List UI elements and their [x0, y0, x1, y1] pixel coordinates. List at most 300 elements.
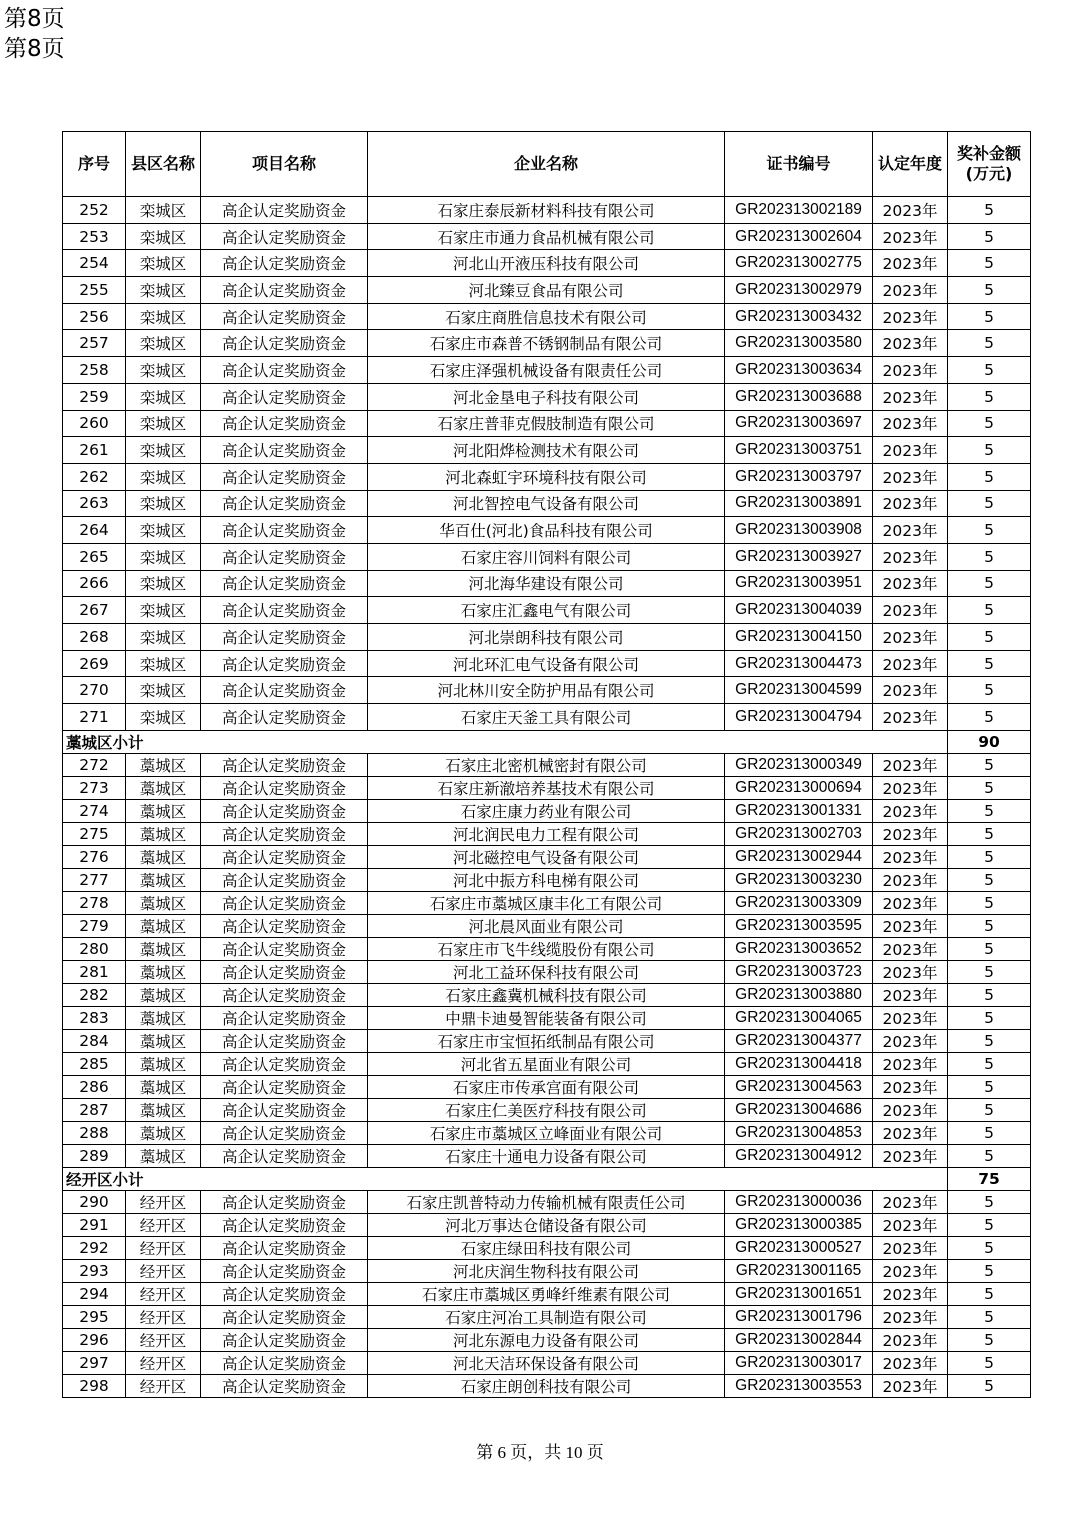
cell-cert: GR202313002604	[725, 223, 873, 250]
cell-county: 经开区	[126, 1259, 201, 1282]
cell-county: 栾城区	[126, 677, 201, 704]
cell-seq: 266	[63, 570, 126, 597]
cell-year: 2023年	[873, 463, 948, 490]
cell-company: 河北海华建设有限公司	[368, 570, 725, 597]
cell-county: 栾城区	[126, 517, 201, 544]
cell-amount: 5	[948, 1328, 1031, 1351]
cell-county: 藁城区	[126, 960, 201, 983]
cell-year: 2023年	[873, 650, 948, 677]
cell-cert: GR202313002775	[725, 250, 873, 277]
cell-company: 石家庄凯普特动力传输机械有限责任公司	[368, 1190, 725, 1213]
cell-company: 河北东源电力设备有限公司	[368, 1328, 725, 1351]
cell-seq: 271	[63, 704, 126, 731]
cell-amount: 5	[948, 845, 1031, 868]
cell-county: 经开区	[126, 1213, 201, 1236]
cell-county: 经开区	[126, 1374, 201, 1397]
table-row	[63, 250, 1031, 277]
cell-year: 2023年	[873, 753, 948, 776]
table-header-row	[63, 132, 1031, 197]
table-row	[63, 223, 1031, 250]
cell-project: 高企认定奖励资金	[201, 330, 368, 357]
cell-seq: 256	[63, 303, 126, 330]
cell-county: 栾城区	[126, 650, 201, 677]
cell-seq: 296	[63, 1328, 126, 1351]
cell-project: 高企认定奖励资金	[201, 822, 368, 845]
cell-amount: 5	[948, 799, 1031, 822]
cell-county: 栾城区	[126, 463, 201, 490]
cell-cert: GR202313004912	[725, 1144, 873, 1167]
cell-cert: GR202313003580	[725, 330, 873, 357]
cell-year: 2023年	[873, 868, 948, 891]
cell-company: 中鼎卡迪曼智能装备有限公司	[368, 1006, 725, 1029]
cell-project: 高企认定奖励资金	[201, 704, 368, 731]
cell-cert: GR202313003797	[725, 463, 873, 490]
table-row	[63, 799, 1031, 822]
cell-seq: 263	[63, 490, 126, 517]
cell-county: 藁城区	[126, 914, 201, 937]
cell-seq: 292	[63, 1236, 126, 1259]
cell-amount: 5	[948, 776, 1031, 799]
cell-amount: 5	[948, 197, 1031, 224]
cell-county: 藁城区	[126, 1144, 201, 1167]
cell-project: 高企认定奖励资金	[201, 868, 368, 891]
cell-cert: GR202313004794	[725, 704, 873, 731]
cell-project: 高企认定奖励资金	[201, 1006, 368, 1029]
cell-cert: GR202313000349	[725, 753, 873, 776]
cell-company: 华百仕(河北)食品科技有限公司	[368, 517, 725, 544]
table-row	[63, 597, 1031, 624]
subtotal-row	[63, 1167, 1031, 1190]
cell-county: 藁城区	[126, 937, 201, 960]
cell-county: 藁城区	[126, 983, 201, 1006]
cell-year: 2023年	[873, 960, 948, 983]
cell-company: 石家庄市通力食品机械有限公司	[368, 223, 725, 250]
cell-county: 藁城区	[126, 799, 201, 822]
cell-project: 高企认定奖励资金	[201, 517, 368, 544]
table-row	[63, 410, 1031, 437]
table-body	[63, 197, 1031, 1398]
cell-company: 河北森虹宇环境科技有限公司	[368, 463, 725, 490]
cell-year: 2023年	[873, 250, 948, 277]
cell-county: 栾城区	[126, 197, 201, 224]
cell-company: 石家庄绿田科技有限公司	[368, 1236, 725, 1259]
table-row	[63, 845, 1031, 868]
cell-amount: 5	[948, 914, 1031, 937]
table-row	[63, 1328, 1031, 1351]
cell-project: 高企认定奖励资金	[201, 250, 368, 277]
cell-amount: 5	[948, 1144, 1031, 1167]
cell-cert: GR202313003697	[725, 410, 873, 437]
cell-cert: GR202313003908	[725, 517, 873, 544]
cell-cert: GR202313003017	[725, 1351, 873, 1374]
header-cert: 证书编号	[725, 132, 873, 197]
cell-amount: 5	[948, 250, 1031, 277]
table-row	[63, 891, 1031, 914]
cell-year: 2023年	[873, 1305, 948, 1328]
cell-company: 河北中振方科电梯有限公司	[368, 868, 725, 891]
cell-cert: GR202313002703	[725, 822, 873, 845]
cell-cert: GR202313000694	[725, 776, 873, 799]
cell-company: 石家庄泽强机械设备有限责任公司	[368, 357, 725, 384]
cell-company: 石家庄市飞牛线缆股份有限公司	[368, 937, 725, 960]
cell-amount: 5	[948, 1029, 1031, 1052]
cell-cert: GR202313003891	[725, 490, 873, 517]
cell-year: 2023年	[873, 223, 948, 250]
table-row	[63, 1259, 1031, 1282]
table-row	[63, 776, 1031, 799]
cell-year: 2023年	[873, 277, 948, 304]
table-row	[63, 490, 1031, 517]
cell-seq: 267	[63, 597, 126, 624]
cell-county: 藁城区	[126, 1029, 201, 1052]
cell-seq: 274	[63, 799, 126, 822]
cell-project: 高企认定奖励资金	[201, 1305, 368, 1328]
cell-amount: 5	[948, 822, 1031, 845]
cell-amount: 5	[948, 624, 1031, 651]
table-row	[63, 677, 1031, 704]
cell-cert: GR202313003309	[725, 891, 873, 914]
cell-year: 2023年	[873, 1351, 948, 1374]
cell-county: 栾城区	[126, 250, 201, 277]
cell-company: 石家庄市藁城区立峰面业有限公司	[368, 1121, 725, 1144]
cell-year: 2023年	[873, 799, 948, 822]
cell-project: 高企认定奖励资金	[201, 597, 368, 624]
cell-seq: 254	[63, 250, 126, 277]
cell-year: 2023年	[873, 1121, 948, 1144]
table-row	[63, 650, 1031, 677]
cell-seq: 262	[63, 463, 126, 490]
cell-amount: 5	[948, 490, 1031, 517]
cell-project: 高企认定奖励资金	[201, 677, 368, 704]
cell-seq: 258	[63, 357, 126, 384]
cell-seq: 294	[63, 1282, 126, 1305]
cell-cert: GR202313003751	[725, 437, 873, 464]
cell-cert: GR202313001651	[725, 1282, 873, 1305]
cell-project: 高企认定奖励资金	[201, 463, 368, 490]
cell-year: 2023年	[873, 303, 948, 330]
cell-amount: 5	[948, 303, 1031, 330]
cell-amount: 5	[948, 1305, 1031, 1328]
table-row	[63, 1052, 1031, 1075]
cell-cert: GR202313003652	[725, 937, 873, 960]
cell-cert: GR202313004563	[725, 1075, 873, 1098]
cell-amount: 5	[948, 937, 1031, 960]
cell-cert: GR202313001331	[725, 799, 873, 822]
table-row	[63, 1121, 1031, 1144]
cell-company: 石家庄普菲克假肢制造有限公司	[368, 410, 725, 437]
table-row	[63, 753, 1031, 776]
table-row	[63, 1029, 1031, 1052]
cell-amount: 5	[948, 410, 1031, 437]
cell-seq: 268	[63, 624, 126, 651]
table-row	[63, 277, 1031, 304]
cell-company: 河北万事达仓储设备有限公司	[368, 1213, 725, 1236]
cell-company: 河北磁控电气设备有限公司	[368, 845, 725, 868]
cell-project: 高企认定奖励资金	[201, 570, 368, 597]
cell-cert: GR202313004150	[725, 624, 873, 651]
cell-year: 2023年	[873, 570, 948, 597]
cell-amount: 5	[948, 677, 1031, 704]
cell-project: 高企认定奖励资金	[201, 1236, 368, 1259]
table-row	[63, 330, 1031, 357]
cell-amount: 5	[948, 704, 1031, 731]
cell-amount: 5	[948, 1075, 1031, 1098]
cell-company: 石家庄市宝恒拓纸制品有限公司	[368, 1029, 725, 1052]
cell-county: 经开区	[126, 1190, 201, 1213]
cell-year: 2023年	[873, 1259, 948, 1282]
table-row	[63, 543, 1031, 570]
cell-seq: 277	[63, 868, 126, 891]
cell-year: 2023年	[873, 383, 948, 410]
cell-year: 2023年	[873, 1052, 948, 1075]
cell-amount: 5	[948, 223, 1031, 250]
cell-year: 2023年	[873, 330, 948, 357]
cell-cert: GR202313004473	[725, 650, 873, 677]
cell-county: 栾城区	[126, 490, 201, 517]
cell-company: 石家庄河冶工具制造有限公司	[368, 1305, 725, 1328]
cell-cert: GR202313003880	[725, 983, 873, 1006]
header-amount-line1: 奖补金额	[956, 144, 1021, 163]
cell-cert: GR202313003634	[725, 357, 873, 384]
cell-seq: 295	[63, 1305, 126, 1328]
cell-year: 2023年	[873, 776, 948, 799]
cell-year: 2023年	[873, 1328, 948, 1351]
cell-county: 栾城区	[126, 543, 201, 570]
cell-amount: 5	[948, 437, 1031, 464]
cell-project: 高企认定奖励资金	[201, 1144, 368, 1167]
cell-company: 石家庄泰辰新材料科技有限公司	[368, 197, 725, 224]
subtotal-amount: 75	[948, 1167, 1031, 1190]
table-row	[63, 960, 1031, 983]
cell-cert: GR202313001165	[725, 1259, 873, 1282]
cell-company: 河北阳烨检测技术有限公司	[368, 437, 725, 464]
cell-amount: 5	[948, 1213, 1031, 1236]
cell-amount: 5	[948, 543, 1031, 570]
cell-company: 河北晨风面业有限公司	[368, 914, 725, 937]
cell-year: 2023年	[873, 677, 948, 704]
cell-seq: 287	[63, 1098, 126, 1121]
cell-cert: GR202313000527	[725, 1236, 873, 1259]
cell-county: 经开区	[126, 1236, 201, 1259]
cell-project: 高企认定奖励资金	[201, 776, 368, 799]
subtotal-amount: 90	[948, 730, 1031, 753]
table-row	[63, 1236, 1031, 1259]
cell-amount: 5	[948, 650, 1031, 677]
header-project: 项目名称	[201, 132, 368, 197]
header-amount-line2: (万元)	[965, 164, 1013, 183]
cell-cert: GR202313004686	[725, 1098, 873, 1121]
table-row	[63, 624, 1031, 651]
cell-project: 高企认定奖励资金	[201, 1098, 368, 1121]
cell-year: 2023年	[873, 1374, 948, 1397]
cell-county: 经开区	[126, 1305, 201, 1328]
cell-amount: 5	[948, 463, 1031, 490]
cell-amount: 5	[948, 753, 1031, 776]
cell-company: 石家庄天釜工具有限公司	[368, 704, 725, 731]
cell-company: 河北天洁环保设备有限公司	[368, 1351, 725, 1374]
cell-seq: 288	[63, 1121, 126, 1144]
cell-seq: 286	[63, 1075, 126, 1098]
cell-amount: 5	[948, 1190, 1031, 1213]
cell-amount: 5	[948, 277, 1031, 304]
cell-company: 石家庄朗创科技有限公司	[368, 1374, 725, 1397]
cell-year: 2023年	[873, 1213, 948, 1236]
table-row	[63, 437, 1031, 464]
cell-amount: 5	[948, 570, 1031, 597]
cell-project: 高企认定奖励资金	[201, 937, 368, 960]
cell-year: 2023年	[873, 437, 948, 464]
cell-project: 高企认定奖励资金	[201, 223, 368, 250]
cell-company: 石家庄容川饲料有限公司	[368, 543, 725, 570]
cell-year: 2023年	[873, 822, 948, 845]
cell-seq: 276	[63, 845, 126, 868]
cell-company: 河北润民电力工程有限公司	[368, 822, 725, 845]
table-row	[63, 197, 1031, 224]
cell-company: 河北智控电气设备有限公司	[368, 490, 725, 517]
cell-project: 高企认定奖励资金	[201, 410, 368, 437]
cell-county: 藁城区	[126, 1006, 201, 1029]
cell-company: 石家庄北密机械密封有限公司	[368, 753, 725, 776]
cell-county: 经开区	[126, 1351, 201, 1374]
cell-seq: 257	[63, 330, 126, 357]
cell-county: 栾城区	[126, 437, 201, 464]
award-table	[62, 131, 1031, 1398]
cell-cert: GR202313004065	[725, 1006, 873, 1029]
cell-cert: GR202313003432	[725, 303, 873, 330]
cell-county: 藁城区	[126, 1075, 201, 1098]
cell-county: 藁城区	[126, 822, 201, 845]
cell-seq: 252	[63, 197, 126, 224]
table-row	[63, 1351, 1031, 1374]
cell-cert: GR202313003688	[725, 383, 873, 410]
cell-cert: GR202313002979	[725, 277, 873, 304]
cell-seq: 279	[63, 914, 126, 937]
cell-company: 石家庄市森普不锈钢制品有限公司	[368, 330, 725, 357]
cell-company: 河北崇朗科技有限公司	[368, 624, 725, 651]
cell-project: 高企认定奖励资金	[201, 624, 368, 651]
table-row	[63, 868, 1031, 891]
cell-year: 2023年	[873, 597, 948, 624]
cell-company: 石家庄康力药业有限公司	[368, 799, 725, 822]
cell-county: 栾城区	[126, 410, 201, 437]
page-mark-2: 第8页	[4, 36, 65, 62]
cell-project: 高企认定奖励资金	[201, 799, 368, 822]
cell-amount: 5	[948, 1121, 1031, 1144]
cell-year: 2023年	[873, 624, 948, 651]
cell-project: 高企认定奖励资金	[201, 891, 368, 914]
table-row	[63, 1098, 1031, 1121]
cell-year: 2023年	[873, 891, 948, 914]
cell-year: 2023年	[873, 197, 948, 224]
cell-year: 2023年	[873, 914, 948, 937]
cell-project: 高企认定奖励资金	[201, 357, 368, 384]
cell-year: 2023年	[873, 1029, 948, 1052]
cell-project: 高企认定奖励资金	[201, 983, 368, 1006]
table-row	[63, 1006, 1031, 1029]
cell-cert: GR202313002189	[725, 197, 873, 224]
cell-amount: 5	[948, 868, 1031, 891]
cell-county: 栾城区	[126, 624, 201, 651]
cell-year: 2023年	[873, 1075, 948, 1098]
cell-amount: 5	[948, 1098, 1031, 1121]
cell-county: 经开区	[126, 1328, 201, 1351]
cell-amount: 5	[948, 517, 1031, 544]
table-row	[63, 914, 1031, 937]
cell-seq: 283	[63, 1006, 126, 1029]
subtotal-row	[63, 730, 1031, 753]
cell-project: 高企认定奖励资金	[201, 543, 368, 570]
cell-seq: 253	[63, 223, 126, 250]
cell-county: 栾城区	[126, 303, 201, 330]
cell-company: 河北金垦电子科技有限公司	[368, 383, 725, 410]
header-amount	[948, 132, 1031, 197]
cell-amount: 5	[948, 1236, 1031, 1259]
cell-seq: 272	[63, 753, 126, 776]
cell-project: 高企认定奖励资金	[201, 1190, 368, 1213]
cell-seq: 255	[63, 277, 126, 304]
cell-county: 栾城区	[126, 223, 201, 250]
cell-year: 2023年	[873, 704, 948, 731]
cell-amount: 5	[948, 1282, 1031, 1305]
cell-seq: 281	[63, 960, 126, 983]
cell-county: 藁城区	[126, 776, 201, 799]
cell-company: 河北臻豆食品有限公司	[368, 277, 725, 304]
cell-cert: GR202313003230	[725, 868, 873, 891]
cell-year: 2023年	[873, 983, 948, 1006]
cell-amount: 5	[948, 891, 1031, 914]
cell-cert: GR202313004599	[725, 677, 873, 704]
header-year: 认定年度	[873, 132, 948, 197]
cell-project: 高企认定奖励资金	[201, 753, 368, 776]
cell-year: 2023年	[873, 1190, 948, 1213]
cell-seq: 291	[63, 1213, 126, 1236]
cell-amount: 5	[948, 1006, 1031, 1029]
cell-county: 藁城区	[126, 1098, 201, 1121]
cell-project: 高企认定奖励资金	[201, 960, 368, 983]
table-row	[63, 1144, 1031, 1167]
cell-project: 高企认定奖励资金	[201, 1374, 368, 1397]
table-row	[63, 570, 1031, 597]
cell-year: 2023年	[873, 410, 948, 437]
cell-company: 河北工益环保科技有限公司	[368, 960, 725, 983]
cell-year: 2023年	[873, 1098, 948, 1121]
cell-cert: GR202313001796	[725, 1305, 873, 1328]
cell-county: 藁城区	[126, 753, 201, 776]
cell-county: 栾城区	[126, 277, 201, 304]
cell-company: 石家庄十通电力设备有限公司	[368, 1144, 725, 1167]
cell-year: 2023年	[873, 937, 948, 960]
cell-project: 高企认定奖励资金	[201, 1282, 368, 1305]
cell-seq: 269	[63, 650, 126, 677]
cell-county: 藁城区	[126, 845, 201, 868]
cell-project: 高企认定奖励资金	[201, 1075, 368, 1098]
cell-company: 河北庆润生物科技有限公司	[368, 1259, 725, 1282]
cell-county: 栾城区	[126, 570, 201, 597]
cell-county: 栾城区	[126, 357, 201, 384]
cell-seq: 265	[63, 543, 126, 570]
table-row	[63, 983, 1031, 1006]
cell-project: 高企认定奖励资金	[201, 1259, 368, 1282]
table-row	[63, 1374, 1031, 1397]
cell-seq: 297	[63, 1351, 126, 1374]
cell-project: 高企认定奖励资金	[201, 490, 368, 517]
cell-project: 高企认定奖励资金	[201, 197, 368, 224]
cell-amount: 5	[948, 983, 1031, 1006]
cell-year: 2023年	[873, 1006, 948, 1029]
cell-seq: 264	[63, 517, 126, 544]
cell-project: 高企认定奖励资金	[201, 1351, 368, 1374]
table-row	[63, 822, 1031, 845]
